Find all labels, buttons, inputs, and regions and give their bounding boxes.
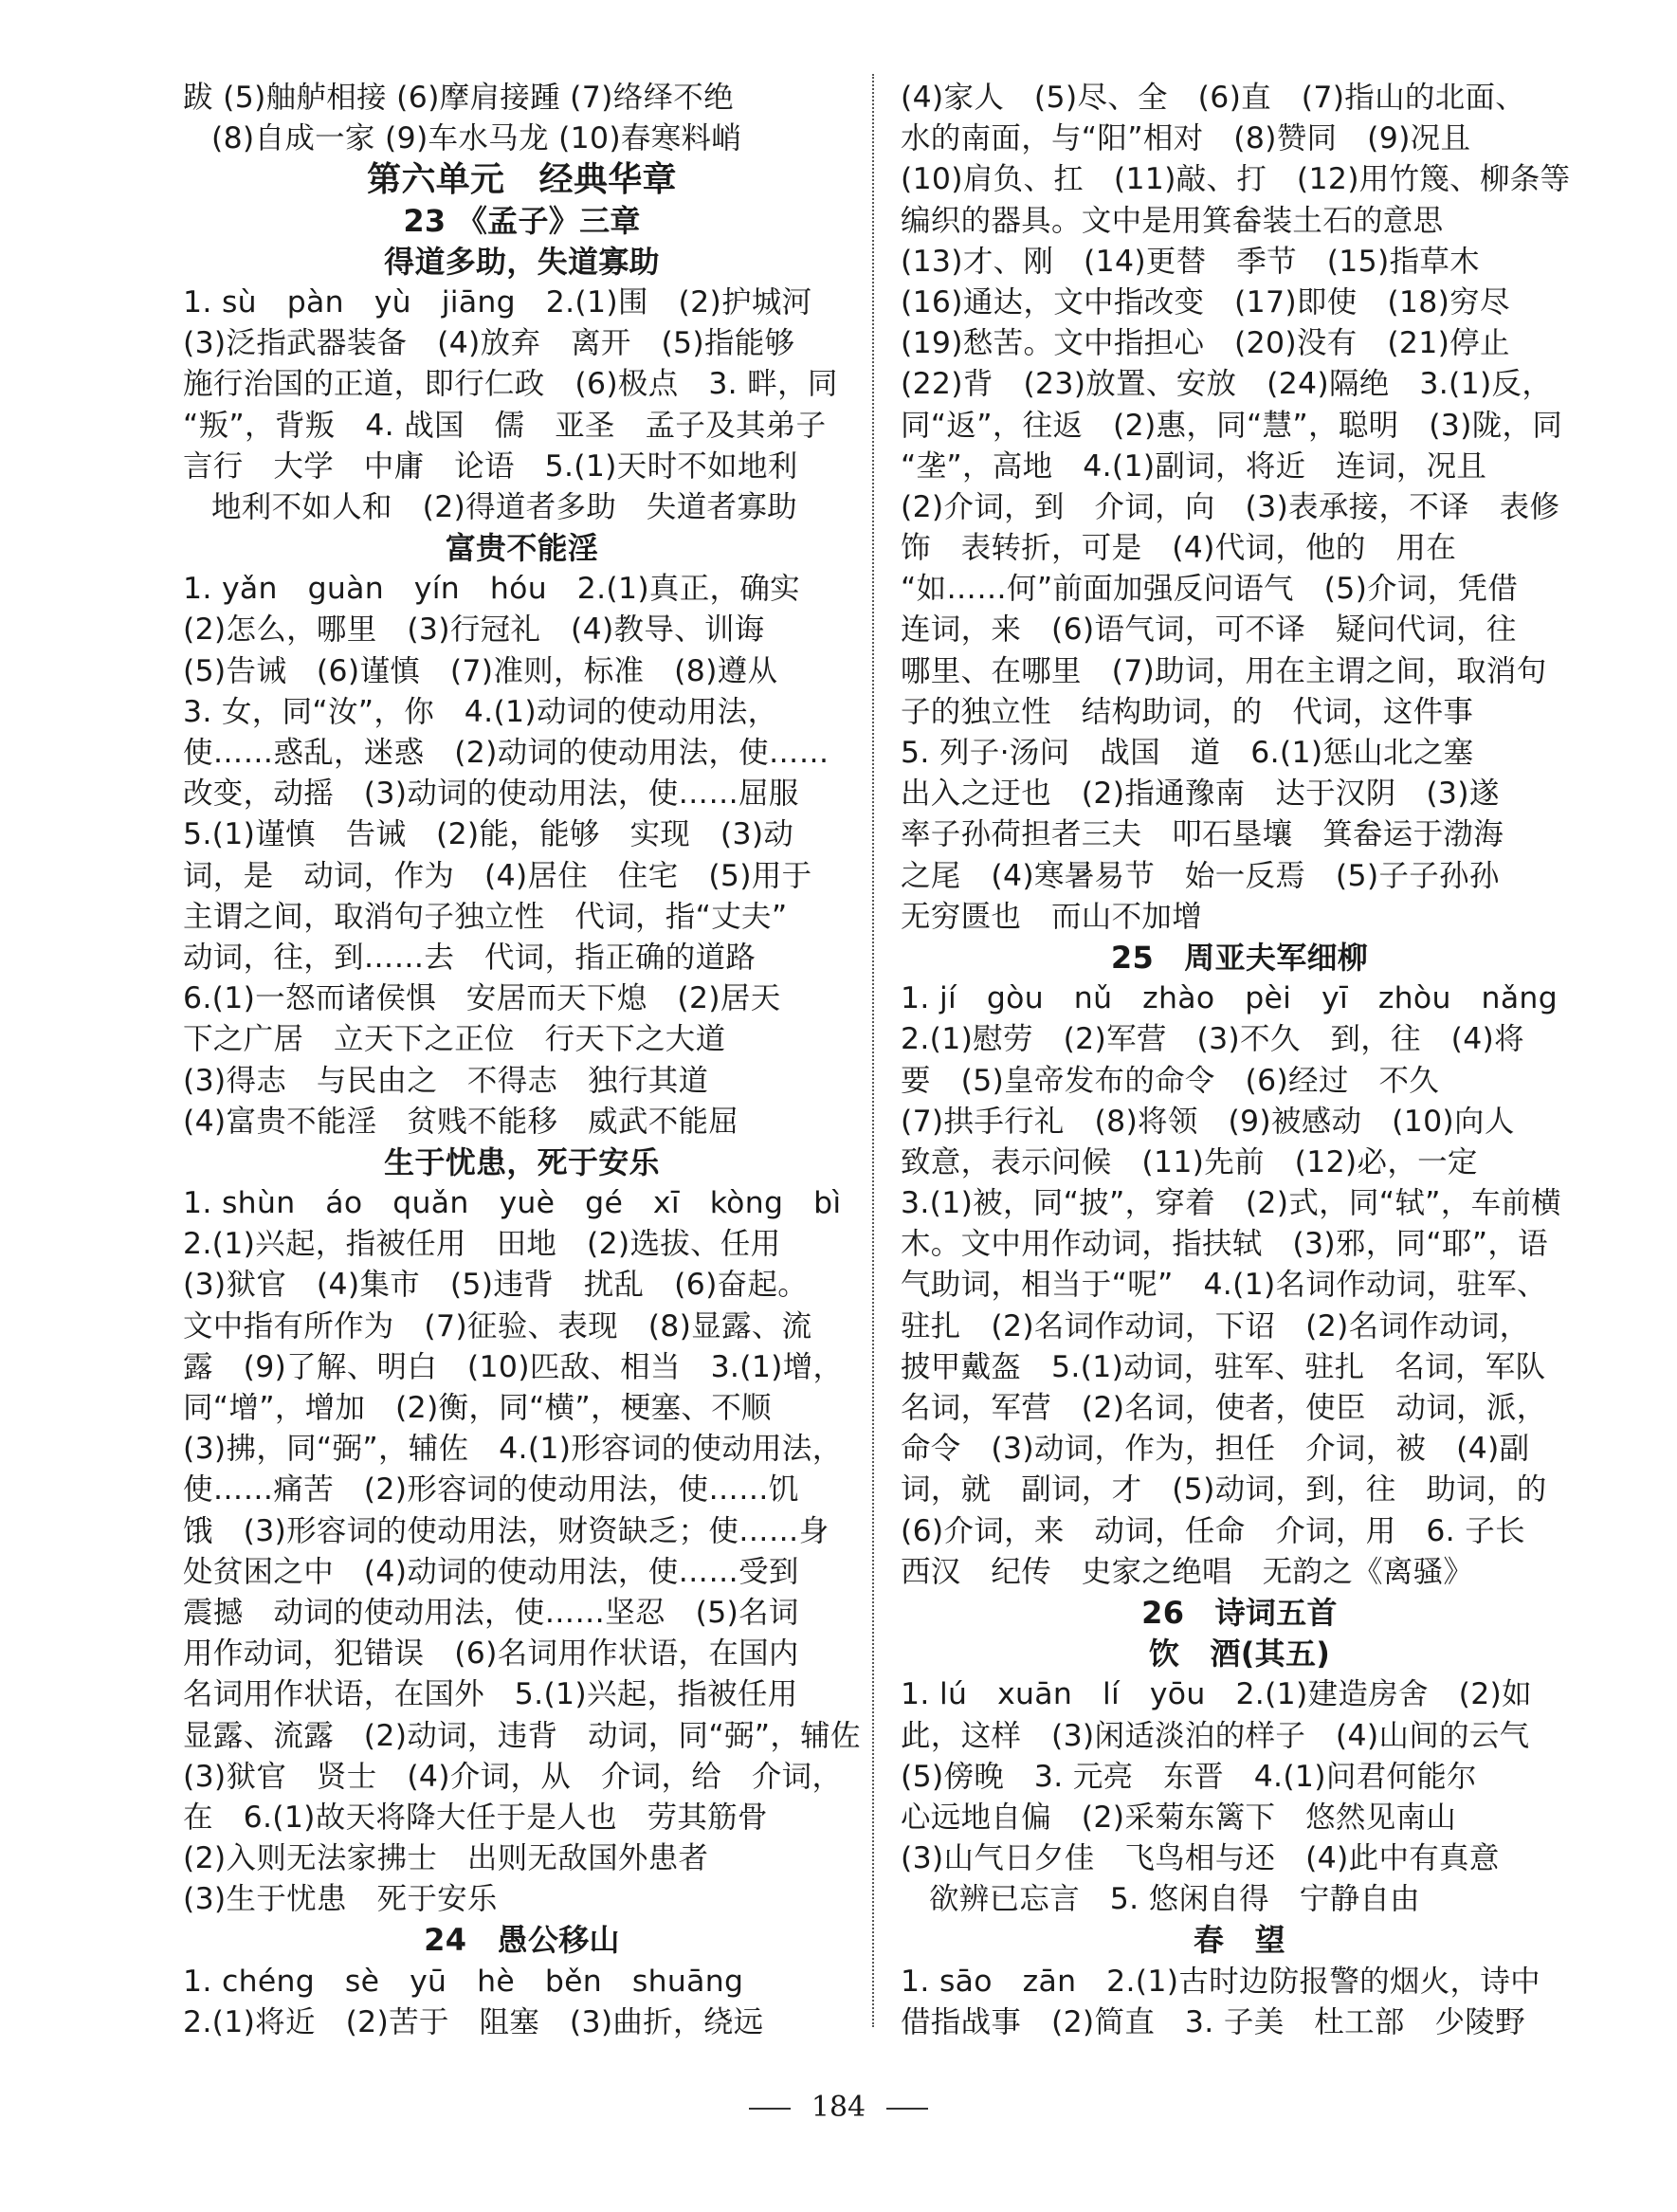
text-line: (22)背 (23)放置、安放 (24)隔绝 3.(1)反，: [901, 367, 1553, 402]
text-line: (8)自成一家 (9)车水马龙 (10)春寒料峭: [211, 121, 742, 156]
text-line: (3)狱官 (4)集市 (5)违背 扰乱 (6)奋起。: [183, 1268, 809, 1303]
text-line: 心远地自偏 (2)采菊东篱下 悠然见南山: [901, 1800, 1457, 1835]
text-line: 6.(1)一怒而诸侯惧 安居而天下熄 (2)居天: [183, 981, 781, 1016]
text-line: 出入之迂也 (2)指通豫南 达于汉阴 (3)遂: [901, 777, 1500, 812]
text-line: 用作动词，犯错误 (6)名词用作状语，在国内: [183, 1636, 799, 1672]
text-line: 要 (5)皇帝发布的命令 (6)经过 不久: [901, 1063, 1440, 1098]
text-line: 1. yǎn guàn yín hóu 2.(1)真正，确实: [183, 572, 800, 607]
section-heading: 26 诗词五首: [1141, 1594, 1338, 1631]
footer-dash-right: [886, 2108, 928, 2110]
section-heading: 24 愚公移山: [424, 1922, 620, 1959]
text-line: “如……何”前面加强反问语气 (5)介词，凭借: [901, 572, 1519, 607]
text-line: 2.(1)慰劳 (2)军营 (3)不久 到，往 (4)将: [901, 1022, 1524, 1057]
text-line: 地利不如人和 (2)得道者多助 失道者寡助: [211, 489, 797, 524]
text-line: (3)狱官 贤士 (4)介词，从 介词，给 介词，: [183, 1759, 843, 1794]
text-line: (2)入则无法家拂士 出则无敌国外患者: [183, 1841, 709, 1876]
text-line: 使……惑乱，迷惑 (2)动词的使动用法，使……: [183, 736, 829, 770]
page-footer: [0, 2091, 1677, 2124]
text-line: 3.(1)被，同“披”，穿着 (2)式，同“轼”，车前横: [901, 1186, 1561, 1221]
text-line: (4)富贵不能淫 贫贱不能移 威武不能屈: [183, 1104, 739, 1139]
text-line: (16)通达，文中指改变 (17)即使 (18)穷尽: [901, 284, 1510, 320]
text-line: 无穷匮也 而山不加增: [901, 899, 1203, 934]
footer-dash-left: [749, 2108, 791, 2110]
text-line: 5. 列子·汤问 战国 道 6.(1)惩山北之塞: [901, 736, 1474, 770]
text-line: 1. lú xuān lí yōu 2.(1)建造房舍 (2)如: [901, 1677, 1532, 1712]
text-line: 词，是 动词，作为 (4)居住 住宅 (5)用于: [183, 858, 812, 893]
text-line: 命令 (3)动词，作为，担任 介词，被 (4)副: [901, 1432, 1530, 1467]
text-line: 5.(1)谨慎 告诫 (2)能，能够 实现 (3)动: [183, 817, 794, 852]
text-line: (5)傍晚 3. 元亮 东晋 4.(1)问君何能尔: [901, 1759, 1477, 1794]
section-heading: 富贵不能淫: [445, 530, 599, 567]
text-line: 改变，动摇 (3)动词的使动用法，使……屈服: [183, 777, 799, 812]
text-line: 动词，往，到……去 代词，指正确的道路: [183, 940, 756, 975]
text-line: 率子孙荷担者三夫 叩石垦壤 箕畚运于渤海: [901, 817, 1504, 852]
text-line: 词，就 副词，才 (5)动词，到，往 助词，的: [901, 1472, 1547, 1508]
text-line: 1. chéng sè yū hè běn shuāng: [183, 1964, 744, 1999]
text-line: 在 6.(1)故天将降大任于是人也 劳其筋骨: [183, 1800, 768, 1835]
text-line: 名词，军营 (2)名词，使者，使臣 动词，派，: [901, 1391, 1547, 1425]
text-line: (2)介词，到 介词，向 (3)表承接，不译 表修: [901, 489, 1560, 524]
text-line: 2.(1)将近 (2)苦于 阻塞 (3)曲折，绕远: [183, 2004, 764, 2039]
text-line: (10)肩负、扛 (11)敲、打 (12)用竹篾、柳条等: [901, 162, 1571, 197]
text-line: 哪里、在哪里 (7)助词，用在主谓之间，取消句: [901, 653, 1547, 688]
text-line: 致意，表示问候 (11)先前 (12)必，一定: [901, 1144, 1478, 1179]
text-line: (4)家人 (5)尽、全 (6)直 (7)指山的北面、: [901, 81, 1526, 115]
text-line: 2.(1)兴起，指被任用 田地 (2)选拔、任用: [183, 1227, 781, 1262]
text-line: 子的独立性 结构助词，的 代词，这件事: [901, 694, 1474, 729]
text-line: (6)介词，来 动词，任命 介词，用 6. 子长: [901, 1513, 1525, 1548]
left-column: [183, 78, 861, 2043]
text-line: 显露、流露 (2)动词，违背 动词，同“弼”，辅佐: [183, 1718, 861, 1753]
section-heading: 23 《孟子》三章: [403, 202, 641, 239]
unit-heading: 第六单元 经典华章: [367, 160, 677, 200]
text-line: 露 (9)了解、明白 (10)匹敌、相当 3.(1)增，: [183, 1349, 844, 1384]
text-line: 震撼 动词的使动用法，使……坚忍 (5)名词: [183, 1595, 799, 1630]
text-line: (5)告诫 (6)谨慎 (7)准则，标准 (8)遵从: [183, 653, 778, 688]
text-line: 1. sāo zān 2.(1)古时边防报警的烟火，诗中: [901, 1964, 1540, 1999]
text-line: 言行 大学 中庸 论语 5.(1)天时不如地利: [183, 448, 798, 484]
text-line: 此，这样 (3)闲适淡泊的样子 (4)山间的云气: [901, 1718, 1530, 1753]
right-column: [901, 78, 1578, 2043]
text-line: 饿 (3)形容词的使动用法，财资缺乏；使……身: [183, 1513, 829, 1548]
text-line: (19)愁苦。文中指担心 (20)没有 (21)停止: [901, 326, 1510, 361]
text-line: 连词，来 (6)语气词，可不译 疑问代词，往: [901, 612, 1517, 648]
text-line: 主谓之间，取消句子独立性 代词，指“丈夫”: [183, 899, 788, 934]
text-line: 编织的器具。文中是用箕畚装土石的意思: [901, 203, 1444, 238]
text-line: 3. 女，同“汝”，你 4.(1)动词的使动用法，: [183, 694, 778, 729]
text-line: 水的南面，与“阳”相对 (8)赞同 (9)况且: [901, 121, 1471, 156]
text-line: 西汉 纪传 史家之绝唱 无韵之《离骚》: [901, 1554, 1474, 1589]
text-line: 气助词，相当于“呢” 4.(1)名词作动词，驻军、: [901, 1268, 1547, 1303]
section-heading: 得道多助，失道寡助: [384, 243, 660, 280]
text-line: 同“增”，增加 (2)衡，同“横”，梗塞、不顺: [183, 1391, 772, 1425]
text-line: 1. sù pàn yù jiāng 2.(1)围 (2)护城河: [183, 284, 812, 320]
text-line: 使……痛苦 (2)形容词的使动用法，使……饥: [183, 1472, 799, 1508]
text-line: 1. shùn áo quǎn yuè gé xī kòng bì: [183, 1186, 842, 1221]
text-line: 驻扎 (2)名词作动词，下诏 (2)名词作动词，: [901, 1308, 1530, 1344]
text-line: 木。文中用作动词，指扶轼 (3)邪，同“耶”，语: [901, 1227, 1548, 1262]
section-heading: 生于忧患，死于安乐: [384, 1143, 660, 1180]
section-heading: 25 周亚夫军细柳: [1110, 939, 1369, 976]
text-line: 欲辨已忘言 5. 悠闲自得 宁静自由: [929, 1882, 1420, 1917]
page-number: 184: [811, 2091, 866, 2124]
text-line: 借指战事 (2)简直 3. 子美 杜工部 少陵野: [901, 2004, 1525, 2039]
text-line: (2)怎么，哪里 (3)行冠礼 (4)教导、训诲: [183, 612, 765, 648]
text-line: “叛”，背叛 4. 战国 儒 亚圣 孟子及其弟子: [183, 408, 827, 443]
text-line: 施行治国的正道，即行仁政 (6)极点 3. 畔，同: [183, 367, 838, 402]
text-line: 同“返”，往返 (2)惠，同“慧”，聪明 (3)陇，同: [901, 408, 1563, 443]
text-line: (3)拂，同“弼”，辅佐 4.(1)形容词的使动用法，: [183, 1432, 843, 1467]
text-line: (13)才、刚 (14)更替 季节 (15)指草木: [901, 244, 1480, 279]
text-line: 文中指有所作为 (7)征验、表现 (8)显露、流: [183, 1308, 812, 1344]
section-heading: 春 望: [1194, 1922, 1285, 1959]
text-line: (3)生于忧患 死于安乐: [183, 1882, 498, 1917]
text-line: 饰 表转折，可是 (4)代词，他的 用在: [901, 531, 1457, 566]
text-line: (3)山气日夕佳 飞鸟相与还 (4)此中有真意: [901, 1841, 1500, 1876]
text-line: (3)得志 与民由之 不得志 独行其道: [183, 1063, 709, 1098]
text-line: 1. jí gòu nǔ zhào pèi yī zhòu nǎng: [901, 981, 1558, 1016]
column-divider: [872, 74, 874, 2027]
text-line: (3)泛指武器装备 (4)放弃 离开 (5)指能够: [183, 326, 795, 361]
text-line: 下之广居 立天下之正位 行天下之大道: [183, 1022, 726, 1057]
section-heading: 饮 酒(其五): [1148, 1636, 1331, 1673]
text-line: (7)拱手行礼 (8)将领 (9)被感动 (10)向人: [901, 1104, 1515, 1139]
text-line: 披甲戴盔 5.(1)动词，驻军、驻扎 名词，军队: [901, 1349, 1546, 1384]
text-line: 名词用作状语，在国外 5.(1)兴起，指被任用: [183, 1677, 798, 1712]
text-line: 跋 (5)舳舻相接 (6)摩肩接踵 (7)络绎不绝: [183, 81, 734, 115]
text-line: “垄”，高地 4.(1)副词，将近 连词，况且: [901, 448, 1487, 484]
text-line: 之尾 (4)寒暑易节 始一反焉 (5)子子孙孙: [901, 858, 1500, 893]
text-line: 处贫困之中 (4)动词的使动用法，使……受到: [183, 1554, 799, 1589]
